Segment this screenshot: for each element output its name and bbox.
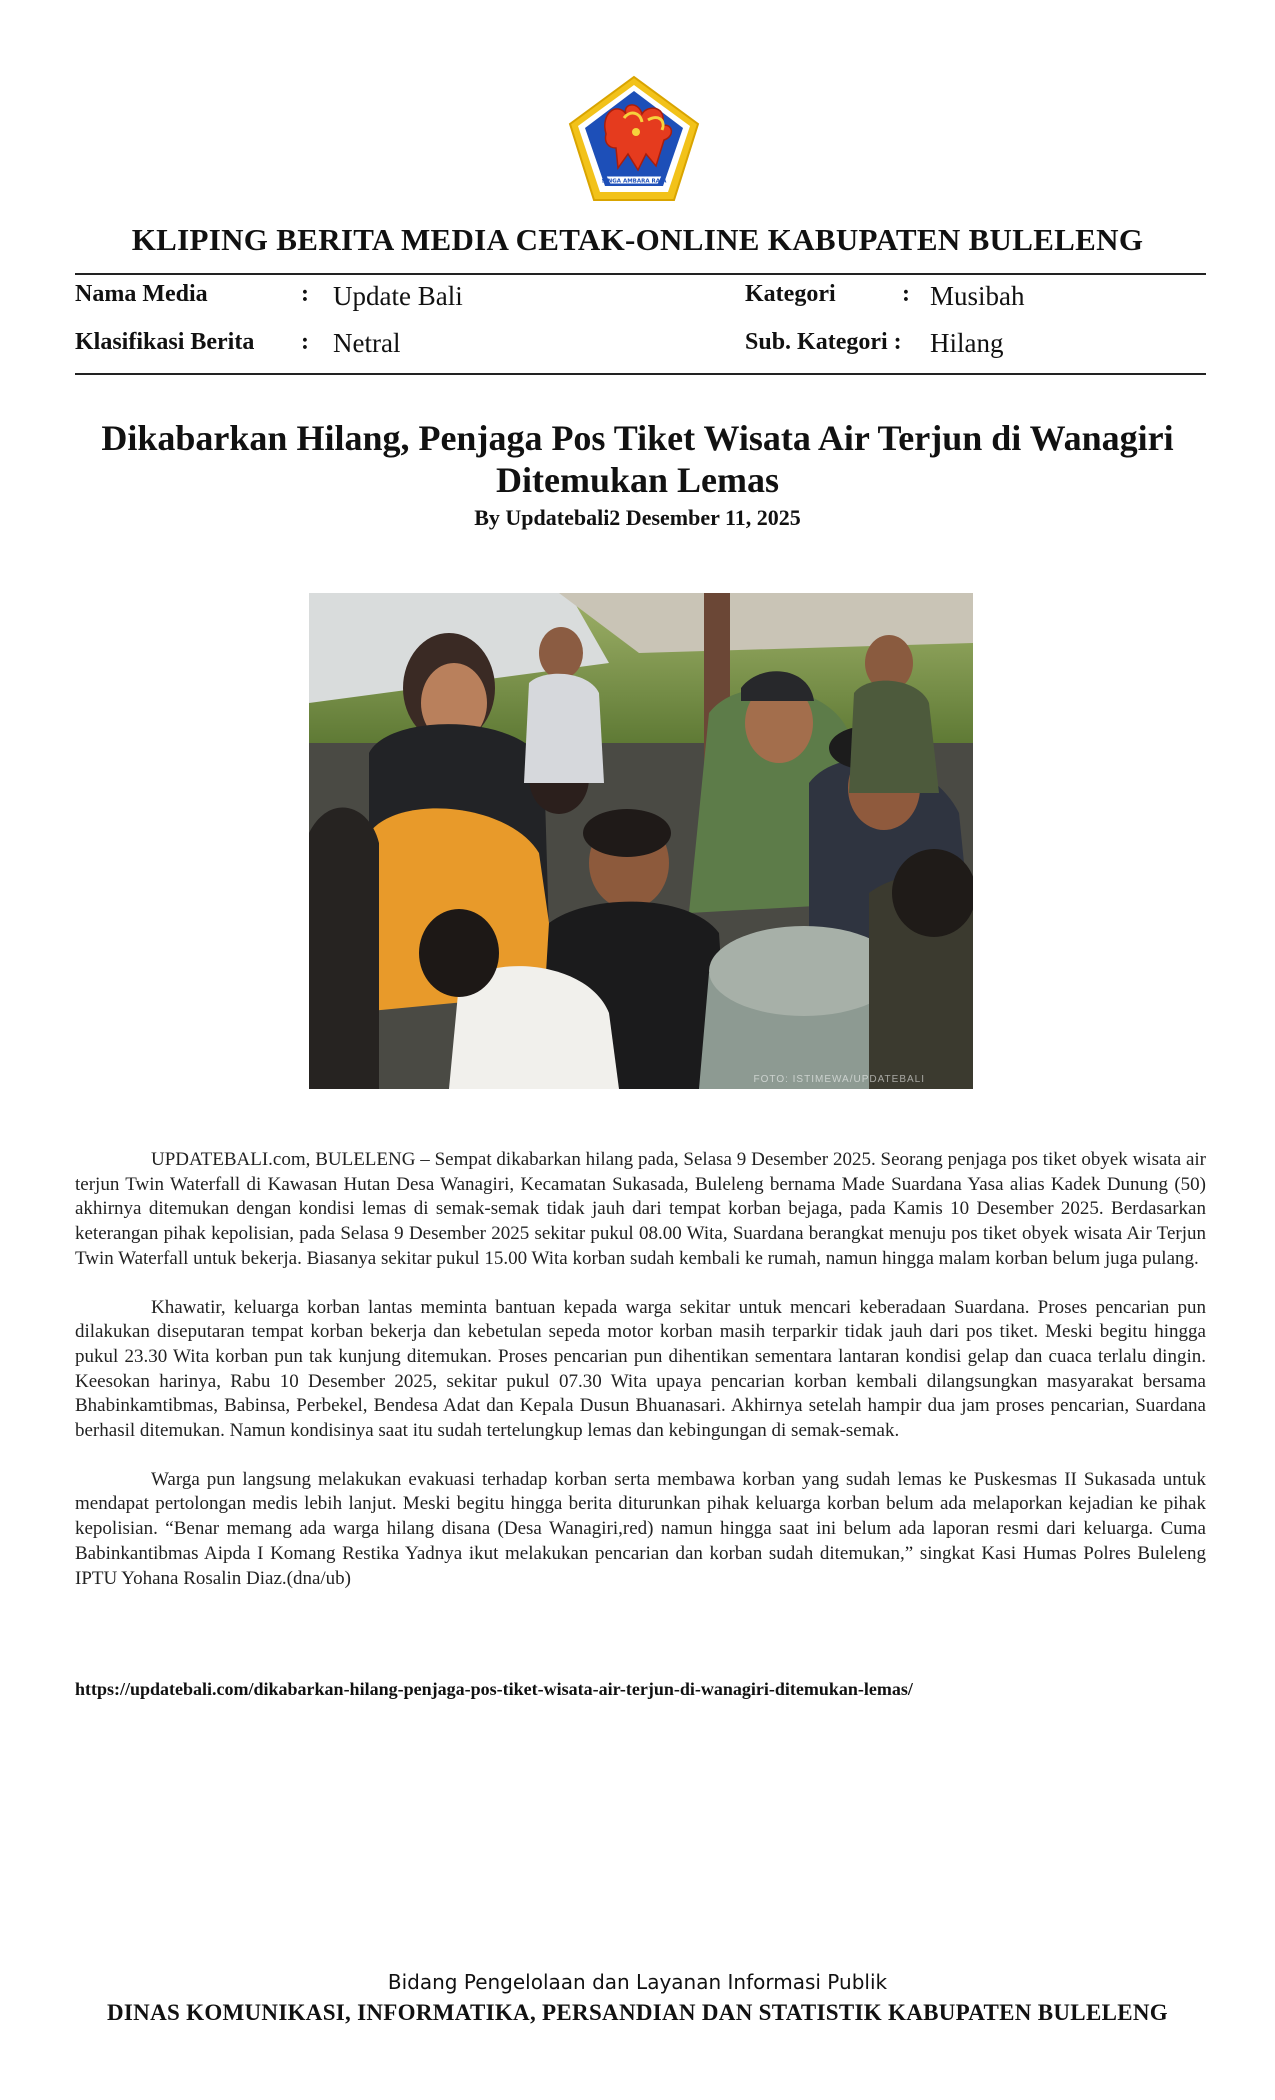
headline-line-1: Dikabarkan Hilang, Penjaga Pos Tiket Wisata Air Terjun di Wanagiri — [101, 418, 1174, 458]
header-divider-bottom — [75, 373, 1206, 375]
article-paragraph-3: Warga pun langsung melakukan evakuasi terhadap korban serta membawa korban yang sudah lemas ke Puskesmas II Sukasada untuk mendapat pertolongan medis lebih lanjut. Meski begitu hingga berita diturunkan pihak keluarga korban belum ada melaporkan kejadian ke pihak kepolisian. “Benar memang ada warga hilang disana (Desa Wanagiri,red) namun hingga saat ini belum ada laporan resmi dari keluarga. Cuma Babinkantibmas Aipda I Komang Restika Yadnya ikut melakukan pencarian dan korban sudah ditemukan,” singkat Kasi Humas Polres Buleleng IPTU Yohana Rosalin Diaz.(dna/ub) — [75, 1468, 1206, 1589]
kategori-label: Kategori — [745, 281, 836, 307]
source-url-link[interactable]: https://updatebali.com/dikabarkan-hilang-penjaga-pos-tiket-wisata-air-terjun-di-wanagiri-ditemukan-lemas/ — [75, 1679, 913, 1699]
footer-agency: DINAS KOMUNIKASI, INFORMATIKA, PERSANDIAN DAN STATISTIK KABUPATEN BULELENG — [107, 2000, 1168, 2025]
article-headline — [75, 417, 1200, 501]
article-body — [75, 1148, 1206, 1615]
sub-kategori-label: Sub. Kategori : — [745, 329, 902, 355]
klasifikasi-berita-label: Klasifikasi Berita — [75, 329, 255, 355]
nama-media-value: Update Bali — [333, 281, 463, 311]
footer-department: Bidang Pengelolaan dan Layanan Informasi Publik — [387, 1970, 888, 1994]
sub-kategori-value: Hilang — [930, 328, 1004, 358]
article-paragraph-1: UPDATEBALI.com, BULELENG – Sempat dikabarkan hilang pada, Selasa 9 Desember 2025. Seorang penjaga pos tiket obyek wisata air terjun Twin Waterfall di Kawasan Hutan Desa Wanagiri, Kecamatan Sukasada, Buleleng bernama Made Suardana Yasa alias Kadek Dunung (50) akhirnya ditemukan dengan kondisi lemas di semak-semak tidak jauh dari tempat korban bejaga, pada Kamis 10 Desember 2025. Berdasarkan keterangan pihak kepolisian, pada Selasa 9 Desember 2025 sekitar pukul 08.00 Wita, Suardana berangkat menuju pos tiket obyek wisata Air Terjun Twin Waterfall untuk bekerja. Biasanya sekitar pukul 15.00 Wita korban sudah kembali ke rumah, namun hingga malam korban belum juga pulang. — [75, 1149, 1206, 1269]
article-byline: By Updatebali2 Desember 11, 2025 — [474, 505, 801, 530]
kategori-value: Musibah — [930, 281, 1025, 311]
nama-media-label: Nama Media — [75, 281, 208, 307]
kategori-colon: : — [902, 281, 910, 307]
photo-credit: FOTO: ISTIMEWA/UPDATEBALI — [753, 1074, 925, 1085]
news-photo — [309, 593, 973, 1089]
document-title: KLIPING BERITA MEDIA CETAK-ONLINE KABUPATEN BULELENG — [131, 222, 1144, 257]
buleleng-emblem-logo — [566, 74, 702, 204]
klasifikasi-berita-value: Netral — [333, 328, 401, 358]
article-paragraph-2: Khawatir, keluarga korban lantas meminta bantuan kepada warga sekitar untuk mencari keberadaan Suardana. Proses pencarian pun dilakukan diseputaran tempat korban bekerja dan kebetulan sepeda motor korban masih terparkir tidak jauh dari pos tiket. Meski begitu hingga pukul 23.30 Wita korban pun tak kunjung ditemukan. Proses pencarian pun dihentikan sementara lantaran kondisi gelap dan cuaca terlalu dingin. Keesokan harinya, Rabu 10 Desember 2025, sekitar pukul 07.30 Wita upaya pencarian korban kembali dilangsungkan masyarakat bersama Bhabinkamtibmas, Babinsa, Perbekel, Bendesa Adat dan Kepala Dusun Bhuanasari. Akhirnya setelah hampir dua jam proses pencarian, Suardana berhasil ditemukan. Namun kondisinya saat itu sudah tertelungkup lemas dan kebingungan di semak-semak. — [75, 1296, 1206, 1442]
nama-media-colon: : — [301, 281, 309, 307]
klasifikasi-berita-colon: : — [301, 329, 309, 355]
emblem-caption: SINGA AMBARA RAJA — [601, 178, 667, 185]
headline-line-2: Ditemukan Lemas — [495, 460, 779, 500]
header-divider-top — [75, 273, 1206, 275]
